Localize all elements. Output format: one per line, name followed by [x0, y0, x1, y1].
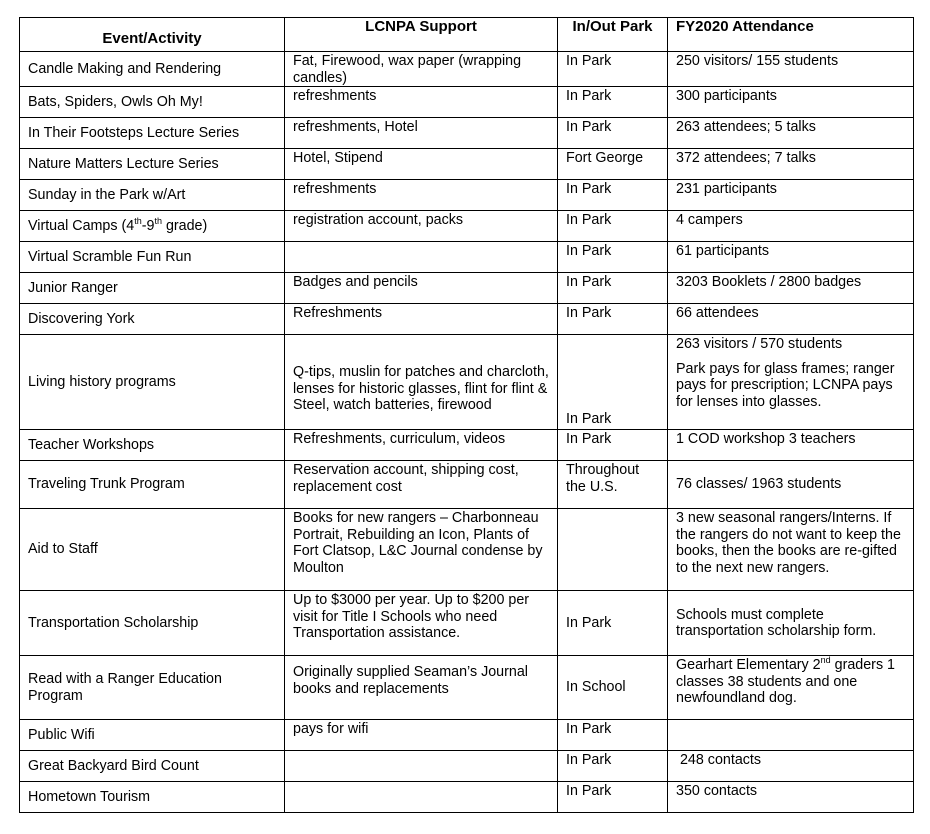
inout-cell — [558, 509, 668, 591]
event-cell: Transportation Scholarship — [20, 591, 285, 656]
support-cell: Hotel, Stipend — [285, 149, 558, 180]
table-row — [20, 782, 914, 813]
table-row — [20, 52, 914, 87]
support-cell: Badges and pencils — [285, 273, 558, 304]
event-cell: In Their Footsteps Lecture Series — [20, 118, 285, 149]
event-text: Virtual Camps (4 — [28, 217, 135, 234]
event-cell: Teacher Workshops — [20, 430, 285, 461]
table-row — [20, 591, 914, 656]
event-cell: Public Wifi — [20, 720, 285, 751]
header-event: Event/Activity — [20, 18, 285, 52]
inout-cell: In Park — [558, 87, 668, 118]
attendance-cell: 350 contacts — [668, 782, 914, 813]
table-row — [20, 118, 914, 149]
support-cell — [285, 242, 558, 273]
inout-cell: In Park — [558, 52, 668, 87]
attendance-cell: 4 campers — [668, 211, 914, 242]
inout-cell: In Park — [558, 720, 668, 751]
support-cell: Up to $3000 per year. Up to $200 per visit for Title I Schools who need Transportation assistance. — [285, 591, 558, 656]
event-cell: Bats, Spiders, Owls Oh My! — [20, 87, 285, 118]
table-row — [20, 720, 914, 751]
event-cell — [20, 211, 285, 242]
event-cell: Read with a Ranger Education Program — [20, 656, 285, 720]
inout-cell: In Park — [558, 335, 668, 430]
attendance-text: Gearhart Elementary 2 — [676, 657, 821, 673]
support-cell: Originally supplied Seaman’s Journal books and replacements — [285, 656, 558, 720]
attendance-cell — [668, 720, 914, 751]
inout-cell: In Park — [558, 180, 668, 211]
attendance-cell: 248 contacts — [668, 751, 914, 782]
inout-cell: In Park — [558, 304, 668, 335]
support-cell: registration account, packs — [285, 211, 558, 242]
support-cell: refreshments — [285, 87, 558, 118]
attendance-line: 263 visitors / 570 students — [676, 336, 843, 352]
table-row — [20, 87, 914, 118]
attendance-note: Park pays for glass frames; ranger pays for prescription; LCNPA pays for lenses into glasses. — [676, 360, 895, 410]
inout-cell: In Park — [558, 591, 668, 656]
inout-cell: In Park — [558, 211, 668, 242]
attendance-cell: 66 attendees — [668, 304, 914, 335]
events-table — [19, 17, 914, 813]
event-cell: Discovering York — [20, 304, 285, 335]
inout-cell: Fort George — [558, 149, 668, 180]
support-cell: Fat, Firewood, wax paper (wrapping candles) — [285, 52, 558, 87]
inout-cell: In Park — [558, 273, 668, 304]
event-cell: Sunday in the Park w/Art — [20, 180, 285, 211]
table-row — [20, 211, 914, 242]
inout-cell: In Park — [558, 430, 668, 461]
header-inout: In/Out Park — [558, 18, 668, 52]
event-text: -9 — [141, 217, 155, 234]
support-cell: Reservation account, shipping cost, replacement cost — [285, 461, 558, 509]
table-row — [20, 509, 914, 591]
table-row — [20, 751, 914, 782]
header-row — [20, 18, 914, 52]
attendance-cell: 61 participants — [668, 242, 914, 273]
attendance-cell: 1 COD workshop 3 teachers — [668, 430, 914, 461]
support-cell: Q-tips, muslin for patches and charcloth, lenses for historic glasses, flint for flint & Steel, watch batteries, firewood — [285, 335, 558, 430]
table-row — [20, 273, 914, 304]
attendance-cell: Schools must complete transportation scholarship form. — [668, 591, 914, 656]
table-row — [20, 304, 914, 335]
support-cell: refreshments, Hotel — [285, 118, 558, 149]
ordinal-suffix: th — [154, 215, 162, 226]
table-row — [20, 430, 914, 461]
ordinal-suffix: nd — [820, 655, 831, 666]
support-cell: Refreshments, curriculum, videos — [285, 430, 558, 461]
attendance-cell: 231 participants — [668, 180, 914, 211]
event-cell: Junior Ranger — [20, 273, 285, 304]
event-cell: Hometown Tourism — [20, 782, 285, 813]
attendance-cell — [668, 656, 914, 720]
header-support: LCNPA Support — [285, 18, 558, 52]
event-cell: Aid to Staff — [20, 509, 285, 591]
inout-cell: In Park — [558, 118, 668, 149]
table-row — [20, 180, 914, 211]
event-cell: Living history programs — [20, 335, 285, 430]
inout-cell: In Park — [558, 242, 668, 273]
attendance-cell: 76 classes/ 1963 students — [668, 461, 914, 509]
event-cell: Traveling Trunk Program — [20, 461, 285, 509]
table-row — [20, 461, 914, 509]
support-cell: Refreshments — [285, 304, 558, 335]
attendance-cell: 3203 Booklets / 2800 badges — [668, 273, 914, 304]
table-row — [20, 149, 914, 180]
attendance-cell: 3 new seasonal rangers/Interns. If the rangers do not want to keep the books, then the books are re-gifted to the next new rangers. — [668, 509, 914, 591]
support-cell — [285, 751, 558, 782]
event-cell: Virtual Scramble Fun Run — [20, 242, 285, 273]
header-attendance: FY2020 Attendance — [668, 18, 914, 52]
attendance-cell: 250 visitors/ 155 students — [668, 52, 914, 87]
inout-cell: In School — [558, 656, 668, 720]
ordinal-suffix: th — [134, 215, 142, 226]
event-text: grade) — [161, 217, 208, 234]
event-cell: Candle Making and Rendering — [20, 52, 285, 87]
table-row — [20, 242, 914, 273]
support-cell — [285, 782, 558, 813]
inout-cell: In Park — [558, 751, 668, 782]
inout-cell: In Park — [558, 782, 668, 813]
attendance-cell: 300 participants — [668, 87, 914, 118]
attendance-cell: 263 attendees; 5 talks — [668, 118, 914, 149]
attendance-text: graders 1 classes 38 students and one newfoundland dog. — [676, 657, 896, 706]
support-cell: refreshments — [285, 180, 558, 211]
attendance-cell: 372 attendees; 7 talks — [668, 149, 914, 180]
attendance-cell — [668, 335, 914, 430]
event-cell: Great Backyard Bird Count — [20, 751, 285, 782]
support-cell: pays for wifi — [285, 720, 558, 751]
event-cell: Nature Matters Lecture Series — [20, 149, 285, 180]
table-row — [20, 335, 914, 430]
support-cell: Books for new rangers – Charbonneau Portrait, Rebuilding an Icon, Plants of Fort Clatsop, L&C Journal condense by Moulton — [285, 509, 558, 591]
table-row — [20, 656, 914, 720]
inout-cell: Throughout the U.S. — [558, 461, 668, 509]
